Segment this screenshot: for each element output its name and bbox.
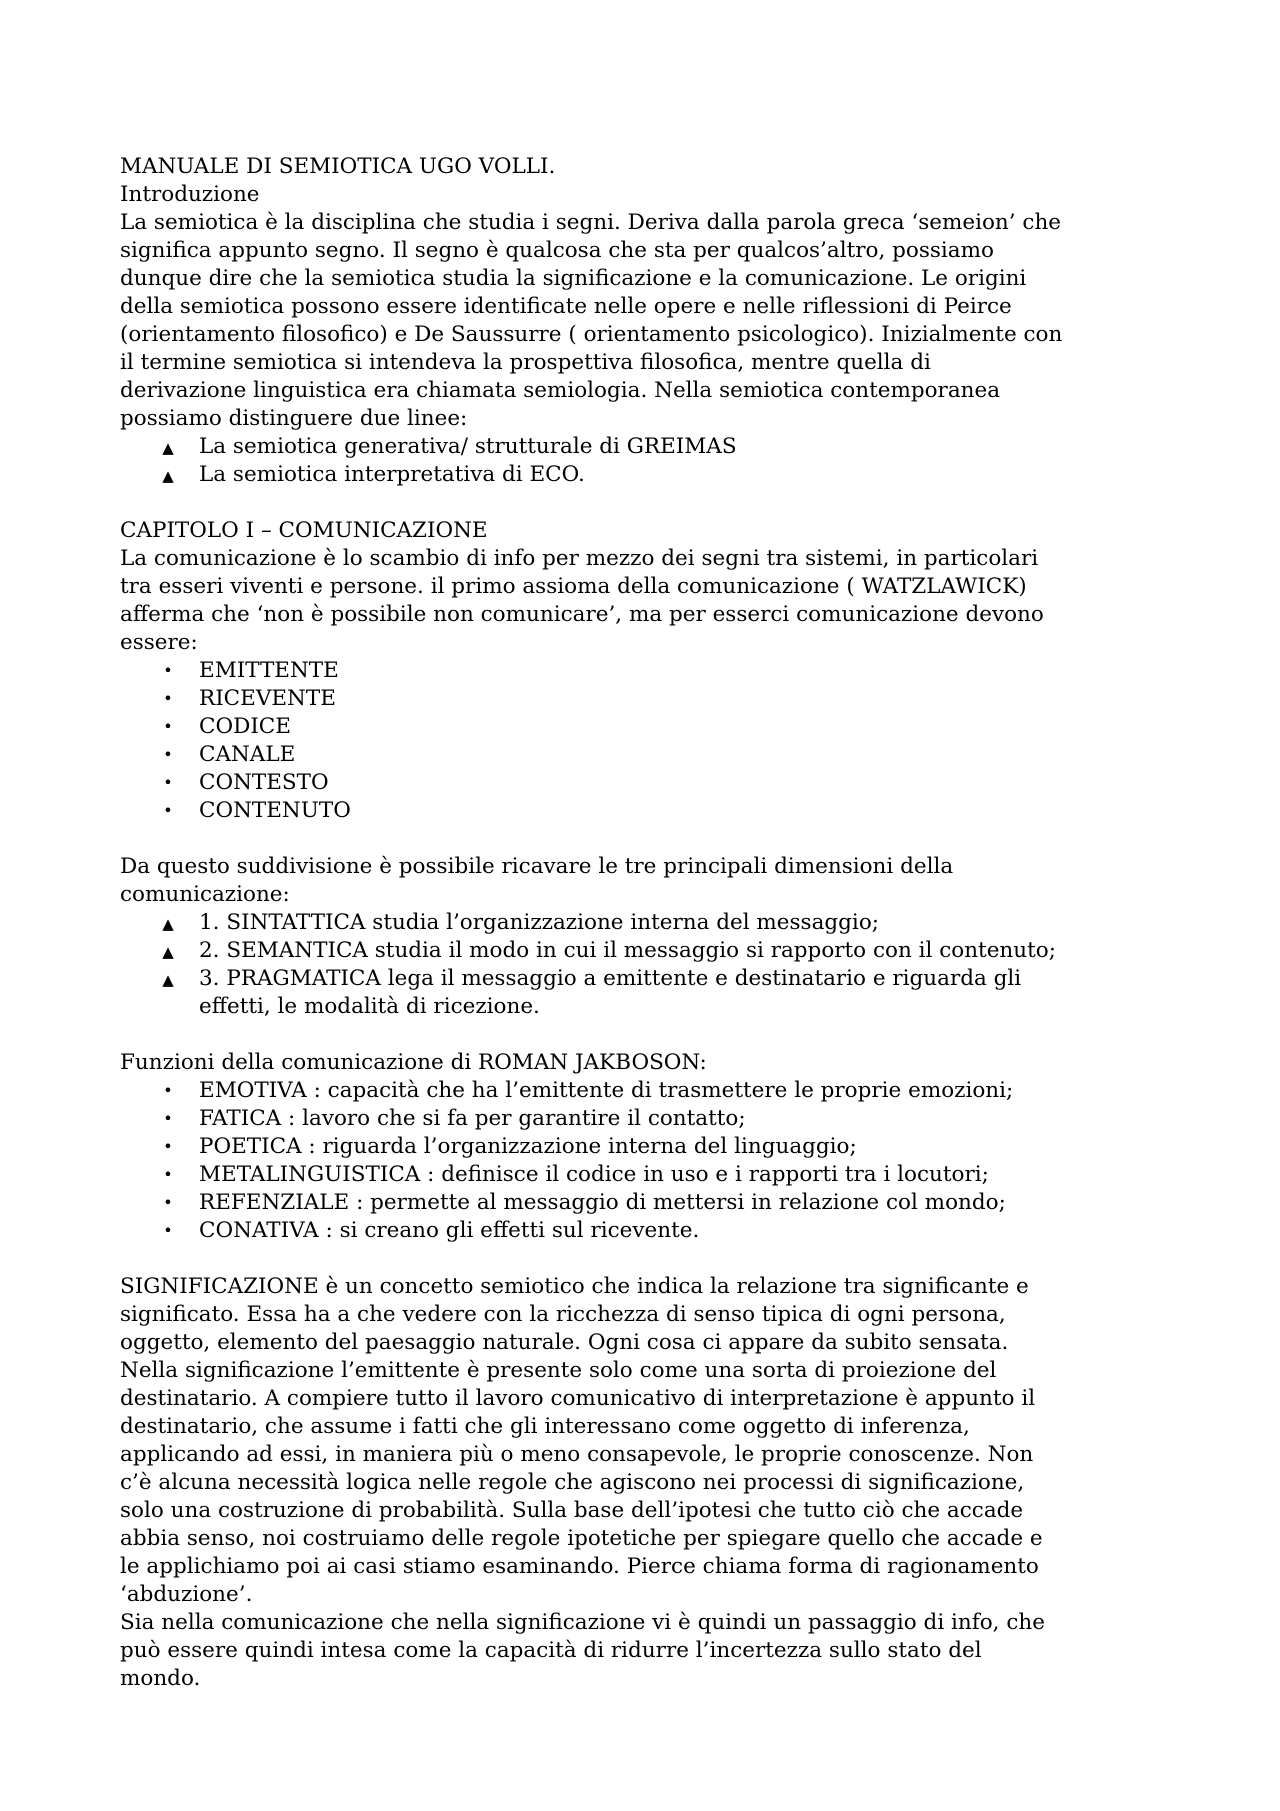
triangle-bullet-icon: ▲ [162, 467, 174, 485]
dot-bullet-icon: • [163, 773, 173, 792]
paragraph-line: destinatario. A compiere tutto il lavoro comunicativo di interpretazione è appunto il [120, 1386, 1036, 1411]
dot-bullet-icon: • [163, 745, 173, 764]
list-item [120, 433, 1180, 461]
list-item [120, 1189, 1180, 1217]
list-item-text: EMOTIVA : capacità che ha l’emittente di trasmettere le proprie emozioni; [199, 1078, 1014, 1103]
paragraph-line: destinatario, che assume i fatti che gli interessano come oggetto di inferenza, [120, 1414, 970, 1439]
list-item-text: La semiotica generativa/ strutturale di GREIMAS [199, 434, 737, 459]
paragraph-line: il termine semiotica si intendeva la prospettiva filosofica, mentre quella di [120, 350, 931, 375]
list-item-text: REFENZIALE : permette al messaggio di mettersi in relazione col mondo; [199, 1190, 1006, 1215]
paragraph-line: Sia nella comunicazione che nella significazione vi è quindi un passaggio di info, che [120, 1610, 1045, 1635]
paragraph-line: significato. Essa ha a che vedere con la ricchezza di senso tipica di ogni persona, [120, 1302, 1006, 1327]
list-item-text: La semiotica interpretativa di ECO. [199, 462, 585, 487]
document-page [120, 153, 1180, 1693]
triangle-bullet-icon: ▲ [162, 915, 174, 933]
dot-bullet-icon: • [163, 1137, 173, 1156]
list-item [120, 909, 1180, 937]
paragraph-line: tra esseri viventi e persone. il primo assioma della comunicazione ( WATZLAWICK) [120, 574, 1027, 599]
paragraph-line: SIGNIFICAZIONE è un concetto semiotico che indica la relazione tra significante e [120, 1274, 1029, 1299]
list-item [120, 741, 1180, 769]
paragraph-line: solo una costruzione di probabilità. Sulla base dell’ipotesi che tutto ciò che accade [120, 1498, 1024, 1523]
intro-heading: Introduzione [120, 182, 260, 207]
paragraph-line: può essere quindi intesa come la capacità di ridurre l’incertezza sullo stato del [120, 1638, 982, 1663]
paragraph-line: abbia senso, noi costruiamo delle regole ipotetiche per spiegare quello che accade e [120, 1526, 1043, 1551]
paragraph-line: comunicazione: [120, 882, 290, 907]
paragraph-line: mondo. [120, 1666, 201, 1691]
list-item-text: 2. SEMANTICA studia il modo in cui il messaggio si rapporto con il contenuto; [199, 938, 1056, 963]
paragraph-line: possiamo distinguere due linee: [120, 406, 468, 431]
semiotics-lines-list [120, 433, 1180, 489]
list-item [120, 769, 1180, 797]
significazione-paragraph [120, 1273, 1180, 1693]
dot-bullet-icon: • [163, 689, 173, 708]
list-item-continuation [120, 993, 1180, 1021]
paragraph-line: Da questo suddivisione è possibile ricavare le tre principali dimensioni della [120, 854, 954, 879]
list-item [120, 797, 1180, 825]
list-item [120, 965, 1180, 993]
dot-bullet-icon: • [163, 1109, 173, 1128]
triangle-bullet-icon: ▲ [162, 943, 174, 961]
blank-line [120, 825, 1180, 853]
list-item-text: CONTESTO [199, 770, 329, 795]
list-item-text: EMITTENTE [199, 658, 339, 683]
list-item [120, 937, 1180, 965]
dot-bullet-icon: • [163, 1165, 173, 1184]
chapter-heading: CAPITOLO I – COMUNICAZIONE [120, 518, 488, 543]
paragraph-line: Nella significazione l’emittente è presente solo come una sorta di proiezione del [120, 1358, 997, 1383]
list-item-text: CODICE [199, 714, 291, 739]
paragraph-line: significa appunto segno. Il segno è qualcosa che sta per qualcos’altro, possiamo [120, 238, 994, 263]
dot-bullet-icon: • [163, 1221, 173, 1240]
dot-bullet-icon: • [163, 801, 173, 820]
list-item [120, 713, 1180, 741]
list-item-text: FATICA : lavoro che si fa per garantire il contatto; [199, 1106, 746, 1131]
dimensions-paragraph [120, 853, 1180, 909]
intro-paragraph [120, 209, 1180, 433]
dot-bullet-icon: • [163, 717, 173, 736]
paragraph-line: essere: [120, 630, 198, 655]
list-item-text: 3. PRAGMATICA lega il messaggio a emittente e destinatario e riguarda gli [199, 966, 1022, 991]
dimensions-list [120, 909, 1180, 1021]
paragraph-line: derivazione linguistica era chiamata semiologia. Nella semiotica contemporanea [120, 378, 1001, 403]
list-item [120, 1077, 1180, 1105]
paragraph-line: afferma che ‘non è possibile non comunicare’, ma per esserci comunicazione devono [120, 602, 1044, 627]
functions-list [120, 1077, 1180, 1245]
list-item-text: effetti, le modalità di ricezione. [199, 994, 540, 1019]
paragraph-line: ‘abduzione’. [120, 1582, 253, 1607]
paragraph-line: le applichiamo poi ai casi stiamo esaminando. Pierce chiama forma di ragionamento [120, 1554, 1039, 1579]
paragraph-line: applicando ad essi, in maniera più o meno consapevole, le proprie conoscenze. Non [120, 1442, 1034, 1467]
list-item-text: CONATIVA : si creano gli effetti sul ricevente. [199, 1218, 700, 1243]
list-item-text: METALINGUISTICA : definisce il codice in uso e i rapporti tra i locutori; [199, 1162, 989, 1187]
document-title: MANUALE DI SEMIOTICA UGO VOLLI. [120, 154, 556, 179]
dot-bullet-icon: • [163, 661, 173, 680]
communication-elements-list [120, 657, 1180, 825]
dot-bullet-icon: • [163, 1081, 173, 1100]
paragraph-line: (orientamento filosofico) e De Saussurre ( orientamento psicologico). Inizialmente con [120, 322, 1063, 347]
communication-paragraph [120, 545, 1180, 657]
list-item [120, 1161, 1180, 1189]
list-item-text: RICEVENTE [199, 686, 336, 711]
blank-line [120, 1245, 1180, 1273]
paragraph-line: La comunicazione è lo scambio di info per mezzo dei segni tra sistemi, in particolari [120, 546, 1039, 571]
triangle-bullet-icon: ▲ [162, 439, 174, 457]
dot-bullet-icon: • [163, 1193, 173, 1212]
list-item [120, 1133, 1180, 1161]
paragraph-line: dunque dire che la semiotica studia la significazione e la comunicazione. Le origini [120, 266, 1027, 291]
list-item [120, 685, 1180, 713]
list-item-text: POETICA : riguarda l’organizzazione interna del linguaggio; [199, 1134, 857, 1159]
blank-line [120, 489, 1180, 517]
list-item [120, 1105, 1180, 1133]
list-item-text: 1. SINTATTICA studia l’organizzazione interna del messaggio; [199, 910, 880, 935]
list-item [120, 461, 1180, 489]
functions-heading: Funzioni della comunicazione di ROMAN JAKBOSON: [120, 1050, 707, 1075]
blank-line [120, 1021, 1180, 1049]
list-item [120, 1217, 1180, 1245]
list-item [120, 657, 1180, 685]
paragraph-line: La semiotica è la disciplina che studia i segni. Deriva dalla parola greca ‘semeion’ che [120, 210, 1062, 235]
paragraph-line: della semiotica possono essere identificate nelle opere e nelle riflessioni di Peirce [120, 294, 1012, 319]
paragraph-line: c’è alcuna necessità logica nelle regole che agiscono nei processi di significazione, [120, 1470, 1025, 1495]
list-item-text: CONTENUTO [199, 798, 351, 823]
triangle-bullet-icon: ▲ [162, 971, 174, 989]
paragraph-line: oggetto, elemento del paesaggio naturale. Ogni cosa ci appare da subito sensata. [120, 1330, 1009, 1355]
list-item-text: CANALE [199, 742, 296, 767]
